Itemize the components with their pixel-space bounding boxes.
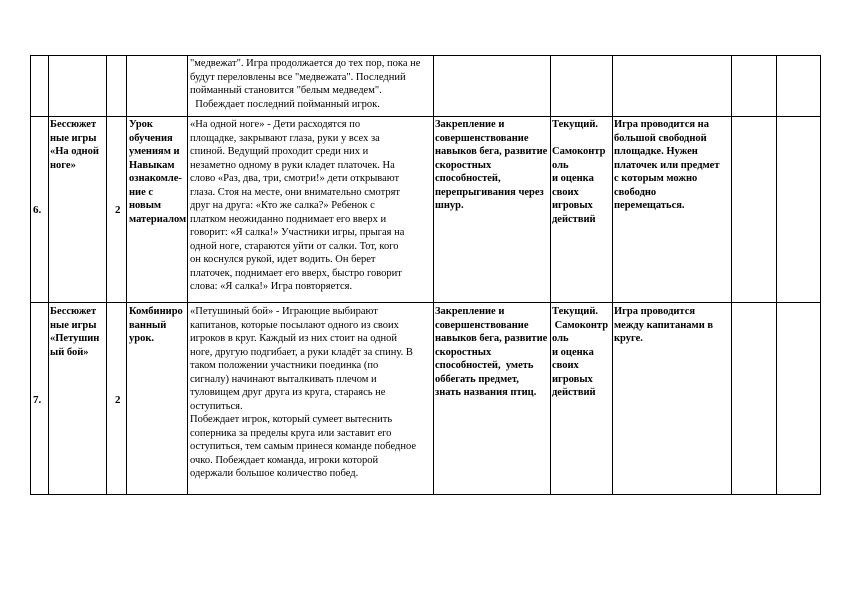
control-line: игровых [552, 200, 593, 211]
lesson-type-line: ние с [129, 186, 154, 198]
game-name-cell-6 [50, 118, 108, 172]
control-line [552, 132, 614, 146]
lesson-type-line: Навыкам [129, 159, 175, 171]
description-line: ноге, другую подгибает, а руки кладёт за спину. В [190, 346, 413, 358]
tasks-line: оббегать предмет, [435, 373, 519, 385]
notes-line: круге. [614, 333, 643, 344]
description-line: оступиться, тем самым принеся команде победное [190, 441, 417, 452]
game-name-line: «На одной [50, 146, 99, 157]
control-cell-6 [552, 118, 614, 226]
description-line: капитанов, которые посылают одного из своих [190, 319, 399, 331]
row-border [30, 116, 820, 117]
game-name-line: Бессюжет [50, 119, 97, 130]
tasks-line: шнур. [435, 200, 464, 211]
tasks-line: знать названия птиц. [435, 387, 537, 398]
game-name-cell-7 [50, 305, 108, 359]
control-line: Текущий. [552, 306, 599, 317]
row-number-7: 7. [33, 394, 42, 406]
notes-line: с которым можно [614, 173, 698, 184]
tasks-line: совершенствование [435, 319, 529, 331]
tasks-cell-7 [435, 305, 552, 400]
tasks-line: Закрепление и [435, 306, 505, 317]
tasks-cell-6 [435, 118, 552, 213]
col-border [820, 55, 821, 495]
description-line: туловищем друг друга из круга, стараясь не [190, 387, 386, 398]
description-line: очко. Побеждает команда, игроки которой [190, 454, 379, 466]
tasks-line: навыков бега, развитие [435, 146, 548, 157]
row-border [30, 55, 820, 56]
description-line: сигналу) начинают выталкивать плечом и [190, 373, 377, 385]
description-line: пойманный становится "белым медведем". [190, 85, 382, 96]
col-border [30, 55, 31, 495]
game-name-line: ноге» [50, 159, 76, 171]
col-border [48, 55, 49, 495]
notes-line: перемещаться. [614, 200, 685, 211]
description-line: соперника за пределы круга или заставит его [190, 427, 392, 439]
description-line: платочек, поднимает его вверх, быстро говорит [190, 267, 402, 279]
tasks-line: способностей, уметь [435, 360, 534, 371]
description-line: «Петушиный бой» - Играющие выбирают [190, 306, 378, 317]
hours-6: 2 [115, 204, 121, 216]
control-line: Самоконтр [552, 319, 609, 331]
description-line: говорит: «Я салка!» Участники игры, прыгая на [190, 227, 405, 238]
lesson-type-line: обучения [129, 132, 173, 144]
notes-cell-7 [614, 305, 732, 346]
notes-line: между капитанами в [614, 319, 714, 331]
hours-7: 2 [115, 394, 121, 406]
notes-line: большой свободной [614, 132, 707, 144]
notes-line: Игра проводится [614, 306, 696, 317]
description-line: одержали большое количество побед. [190, 468, 359, 479]
description-line: «На одной ноге» - Дети расходятся по [190, 119, 361, 130]
description-line: платком неожиданно поднимает его вверх и [190, 213, 387, 225]
game-name-line: ый бой» [50, 346, 89, 358]
description-line: будут переловлены все "медвежата". Последний [190, 71, 406, 83]
description-line: глаза. Стоя на месте, они внимательно смотрят [190, 186, 401, 198]
tasks-line: способностей, [435, 173, 501, 184]
notes-line: свободно [614, 186, 657, 198]
lesson-type-line: Комбиниро [129, 306, 183, 317]
description-line: незаметно одному в руки кладет платочек. На [190, 159, 395, 171]
description-line: таком положении участники поединка (по [190, 360, 379, 371]
col-border [776, 55, 777, 495]
description-line: Побеждает игрок, который сумеет вытеснить [190, 414, 393, 425]
control-line: действий [552, 213, 596, 225]
tasks-line: навыков бега, развитие [435, 333, 548, 344]
lesson-type-line: Урок [129, 119, 153, 130]
lesson-type-line: ванный [129, 319, 167, 331]
game-name-line: «Петушин [50, 333, 100, 344]
lesson-type-cell-7 [129, 305, 191, 346]
description-line: игроков в круг. Каждый из них стоит на одной [190, 333, 398, 344]
description-line: друг на друга: «Кто же салка?» Ребенок с [190, 200, 375, 211]
description-line: слово «Раз, два, три, смотри!» дети открывают [190, 173, 400, 184]
col-border [126, 55, 127, 495]
notes-line: площадке. Нужен [614, 146, 698, 157]
tasks-line: перепрыгивания через [435, 186, 544, 198]
control-cell-7 [552, 305, 614, 400]
description-line: одной ноге, стараются уйти от салки. Тот, кого [190, 240, 399, 252]
control-line: Текущий. [552, 119, 599, 130]
row-border [30, 494, 820, 495]
description-cell-7 [190, 305, 433, 481]
tasks-line: Закрепление и [435, 119, 505, 130]
control-line: Самоконтр [552, 146, 606, 157]
notes-line: Игра проводится на [614, 119, 709, 130]
row-border [30, 302, 820, 303]
description-line: площадке, закрывают глаза, руки у всех за [190, 132, 380, 144]
control-line: действий [552, 387, 596, 398]
description-cell-6 [190, 118, 433, 294]
description-line: "медвежат". Игра продолжается до тех пор, пока не [190, 58, 421, 69]
description-line: он коснулся рукой, идет водить. Он берет [190, 254, 376, 265]
game-name-line: ные игры [50, 319, 97, 331]
notes-line: платочек или предмет [614, 159, 720, 171]
tasks-line: совершенствование [435, 132, 529, 144]
description-cell-row-0 [190, 57, 433, 111]
control-line: своих [552, 360, 579, 371]
lesson-type-line: новым [129, 200, 162, 211]
tasks-line: скоростных [435, 159, 492, 171]
lesson-type-line: урок. [129, 333, 155, 344]
lesson-type-line: ознакомле- [129, 173, 182, 184]
tasks-line: скоростных [435, 346, 492, 358]
description-line: спиной. Ведущий проходит среди них и [190, 146, 369, 157]
lesson-type-cell-6 [129, 118, 191, 226]
control-line: оль [552, 333, 569, 344]
row-number-6: 6. [33, 204, 42, 216]
notes-cell-6 [614, 118, 732, 213]
game-name-line: Бессюжет [50, 306, 97, 317]
lesson-type-line: материалом [129, 213, 187, 225]
control-line: оль [552, 159, 569, 171]
control-line: игровых [552, 373, 593, 385]
col-border [433, 55, 434, 495]
control-line: своих [552, 186, 579, 198]
control-line: и оценка [552, 173, 594, 184]
description-line: Побеждает последний пойманный игрок. [190, 98, 380, 110]
game-name-line: ные игры [50, 132, 97, 144]
control-line: и оценка [552, 346, 594, 358]
lesson-type-line: умениям и [129, 146, 180, 157]
description-line: оступиться. [190, 400, 243, 412]
description-line: слова: «Я салка!» Игра повторяется. [190, 281, 353, 292]
